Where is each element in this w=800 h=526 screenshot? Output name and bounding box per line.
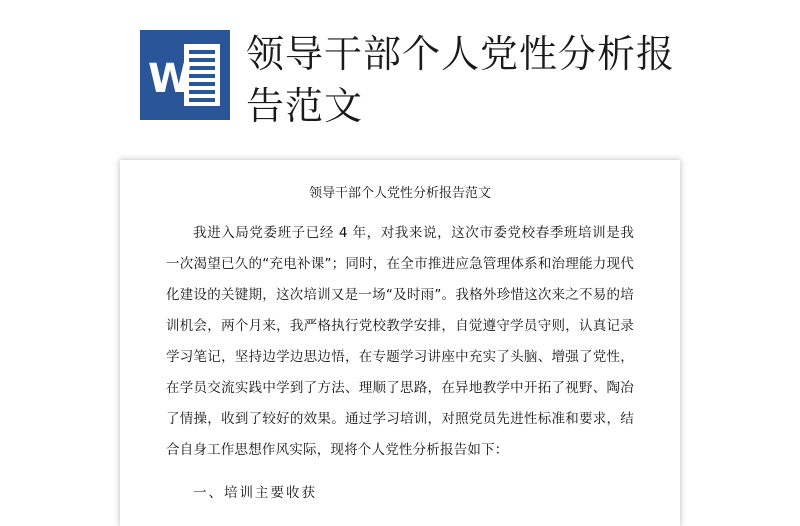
- document-title: 领导干部个人党性分析报告范文: [308, 186, 491, 201]
- document-heading: 一、培训主要收获: [193, 485, 317, 501]
- word-icon-letter: W: [148, 56, 193, 102]
- document-preview: [120, 160, 680, 526]
- word-document-icon: [140, 30, 230, 120]
- page-title: 领导干部个人党性分析报告范文: [246, 32, 676, 128]
- document-body: [120, 160, 680, 509]
- header-banner: [0, 0, 800, 152]
- document-paragraph: 我进入局党委班子已经 4 年，对我来说，这次市委党校春季班培训是我一次渴望已久的“充电补课”；同时，在全市推进应急管理体系和治理能力现代化建设的关键期，这次培训又是一场“及时雨”。我格外珍惜这次来之不易的培训机会，两个月来，我严格执行党校教学安排，自觉遵守学员守则，认真记录学习笔记，坚持边学边思边悟，在专题学习讲座中充实了头脑、增强了党性，在学员交流实践中学到了方法、理顺了思路，在异地教学中开拓了视野、陶冶了情操，收到了较好的效果。通过学习培训，对照党员先进性标准和要求，结合自身工作思想作风实际，现将个人党性分析报告如下：: [166, 225, 634, 458]
